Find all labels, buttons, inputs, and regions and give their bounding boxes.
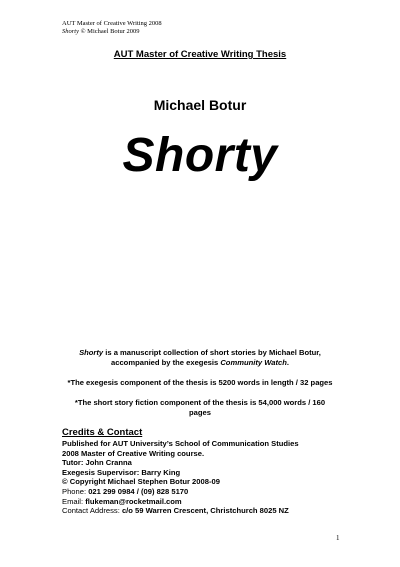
exegesis-word-count: *The exegesis component of the thesis is 5200 words in length / 32 pages [67, 378, 333, 387]
header-copyright: © Michael Botur 2009 [78, 28, 140, 35]
credits-line-publisher: Published for AUT University’s School of Communication Studies [62, 439, 299, 448]
credits-email [62, 497, 352, 507]
email-label: Email: [62, 496, 86, 506]
credits-line-copyright: © Copyright Michael Stephen Botur 2008-09 [62, 477, 220, 487]
fiction-word-count: *The short story fiction component of the thesis is 54,000 words / 160 pages [74, 398, 326, 417]
thesis-title: AUT Master of Creative Writing Thesis [113, 49, 287, 60]
credits-block [62, 439, 352, 516]
summary-title: Shorty [79, 348, 104, 357]
running-header [62, 20, 162, 36]
header-title: Shorty [62, 28, 79, 35]
summary-end: . [286, 358, 289, 367]
header-line-1: AUT Master of Creative Writing 2008 [62, 20, 162, 27]
credits-line-supervisor: Exegesis Supervisor: Barry King [62, 467, 181, 477]
summary-paragraph [58, 348, 342, 368]
page-number: 1 [336, 534, 340, 542]
summary-text: is a manuscript collection of short stories by Michael Botur, accompanied by the exegesis [103, 348, 321, 367]
phone-value: 021 299 0984 / (09) 828 5170 [88, 486, 189, 496]
credits-line-tutor: Tutor: John Cranna [62, 458, 132, 468]
header-line-2 [62, 28, 162, 36]
address-label: Contact Address: [62, 506, 122, 516]
email-value: flukeman@rocketmail.com [85, 496, 182, 506]
book-title: Shorty [122, 129, 278, 182]
phone-label: Phone: [62, 486, 89, 496]
credits-address [62, 506, 352, 516]
credits-heading: Credits & Contact [62, 427, 143, 438]
address-value: c/o 59 Warren Crescent, Christchurch 8025 NZ [121, 506, 289, 516]
summary-exegesis-title: Community Watch [220, 358, 287, 367]
credits-phone [62, 487, 352, 497]
credits-line-course: 2008 Master of Creative Writing course. [62, 448, 205, 458]
author-name: Michael Botur [153, 97, 247, 113]
